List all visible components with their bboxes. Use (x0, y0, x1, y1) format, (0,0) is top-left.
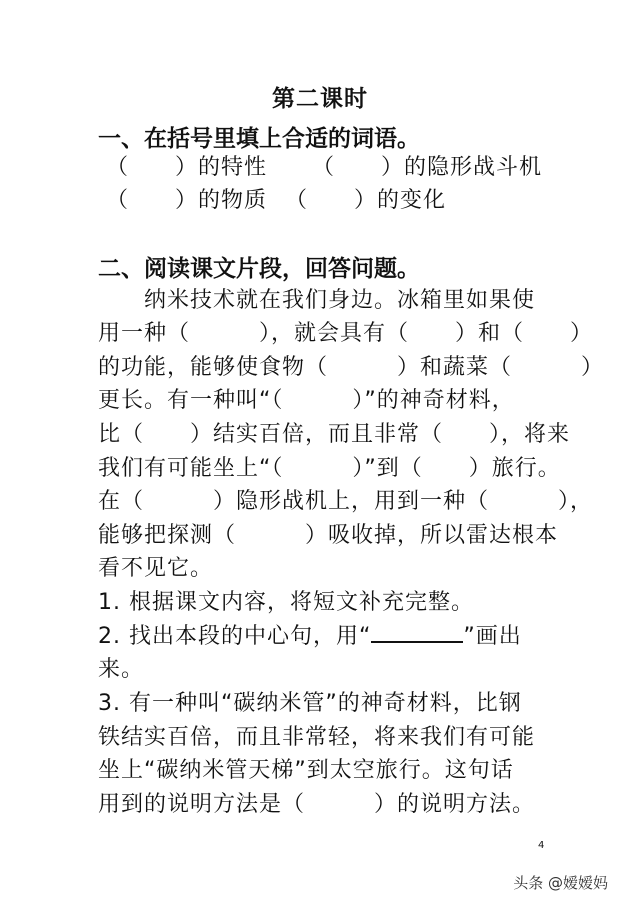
passage-line: 我们有可能坐上“（ ）”到（ ）旅行。 (98, 456, 561, 481)
question-1: 1. 根据课文内容，将短文补充完整。 (98, 590, 474, 615)
question-3-line: 铁结实百倍，而且非常轻，将来我们有可能 (98, 725, 536, 750)
passage-line: 能够把探测（ ）吸收掉，所以雷达根本 (98, 523, 559, 548)
passage-line: 的功能，能够使食物（ ）和蔬菜（ ） (98, 355, 605, 380)
question-2-text-end: ”画出 (463, 624, 522, 649)
blank-item-3: （ ）的物质 (106, 188, 268, 213)
question-2-text: 2. 找出本段的中心句，用“ (98, 624, 372, 649)
passage-line: 在（ ）隐形战机上，用到一种（ ）， (98, 489, 594, 514)
question-2 (98, 619, 522, 650)
section1-heading: 一、在括号里填上合适的词语。 (98, 125, 420, 152)
question-2-continued: 来。 (98, 657, 145, 682)
question-3-line: 3. 有一种叫“碳纳米管”的神奇材料，比钢 (98, 691, 522, 716)
passage-line: 比（ ）结实百倍，而且非常（ ），将来 (98, 422, 571, 447)
page-number: 4 (538, 840, 545, 851)
blank-item-4: （ ）的变化 (285, 188, 447, 213)
section2-heading: 二、阅读课文片段，回答问题。 (98, 255, 420, 282)
question-3-line: 坐上“碳纳米管天梯”到太空旅行。这句话 (98, 758, 514, 783)
blank-item-2: （ ）的隐形战斗机 (312, 155, 543, 180)
passage-line: 更长。有一种叫“（ ）”的神奇材料， (98, 388, 515, 413)
blank-item-1: （ ）的特性 (106, 155, 268, 180)
watermark: 头条 @嫒嫒妈 (513, 874, 608, 892)
underline-blank (371, 623, 463, 643)
page-title: 第二课时 (272, 85, 368, 112)
passage-line: 纳米技术就在我们身边。冰箱里如果使 (98, 288, 536, 313)
passage-line: 用一种（ ），就会具有（ ）和（ ） (98, 321, 594, 346)
passage-line: 看不见它。 (98, 556, 214, 581)
question-3-line: 用到的说明方法是（ ）的说明方法。 (98, 792, 536, 817)
